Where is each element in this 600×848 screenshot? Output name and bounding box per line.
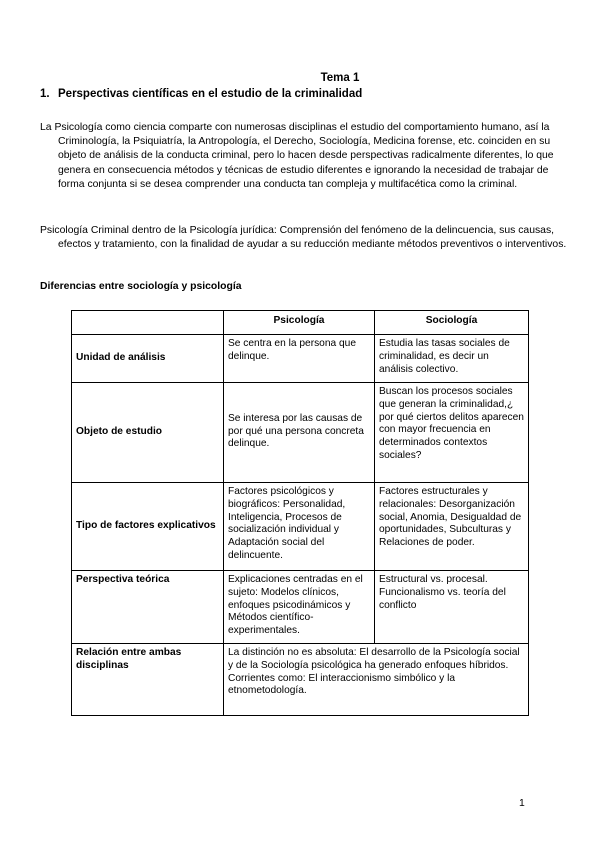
table-row: [72, 571, 529, 644]
row-label: Relación entre ambas disciplinas: [72, 644, 224, 716]
table-row: [72, 335, 529, 383]
merged-text-1: La distinción no es absoluta: El desarrollo de la Psicología social y de la Sociología psicológica ha generado enfoques híbridos.: [228, 647, 520, 671]
cell-psicologia: Se interesa por las causas de por qué una persona concreta delinque.: [224, 383, 375, 483]
row-label: Perspectiva teórica: [72, 571, 224, 644]
page-number: 1: [519, 798, 525, 809]
section-number: 1.: [40, 88, 50, 100]
intro-paragraph: La Psicología como ciencia comparte con numerosas disciplinas el estudio del comportamiento humano, así la Criminología, la Psiquiatría, la Antropología, el Derecho, Sociología, Medicina forense, etc. coinciden en su objeto de análisis de la conducta criminal, pero lo hacen desde perspectivas radicalmente diferentes, lo que genera en consecuencia métodos y técnicas de estudio diferentes e ignorando la necesidad de trabajar de forma conjunta si se desea comprender una conducta tan compleja y multifacética como la criminal.: [40, 122, 554, 190]
row-label: Objeto de estudio: [72, 383, 224, 483]
definition-paragraph: Psicología Criminal dentro de la Psicología jurídica: Comprensión del fenómeno de la delincuencia, sus causas, efectos y tratamiento, con la finalidad de ayudar a su reducción mediante métodos preventivos o interventivos.: [40, 225, 567, 251]
header-empty: [72, 311, 224, 335]
cell-sociologia: Buscan los procesos sociales que generan la criminalidad,¿ por qué ciertos delitos aparecen con mayor frecuencia en determinados contextos sociales?: [375, 383, 529, 483]
cell-sociologia: Estudia las tasas sociales de criminalidad, es decir un análisis colectivo.: [375, 335, 529, 383]
cell-psicologia: Se centra en la persona que delinque.: [224, 335, 375, 383]
section-heading-text: Perspectivas científicas en el estudio de la criminalidad: [58, 88, 363, 100]
merged-text-2: Corrientes como: El interaccionismo simbólico y la etnometodología.: [228, 672, 456, 697]
row-label: Unidad de análisis: [72, 335, 224, 383]
comparison-table: [71, 310, 529, 716]
table-row: [72, 644, 529, 716]
table-subheading: Diferencias entre sociología y psicología: [40, 281, 242, 292]
cell-psicologia: Factores psicológicos y biográficos: Personalidad, Inteligencia, Procesos de socialización individual y Adaptación social del delincuente.: [224, 483, 375, 571]
cell-sociologia: Factores estructurales y relacionales: Desorganización social, Anomia, Desigualdad de oportunidades, Subculturas y Relaciones de poder.: [375, 483, 529, 571]
cell-psicologia: Explicaciones centradas en el sujeto: Modelos clínicos, enfoques psicodinámicos y Métodos científico-experimentales.: [224, 571, 375, 644]
header-psicologia: Psicología: [224, 311, 375, 335]
page-title: Tema 1: [320, 72, 360, 84]
table-row: [72, 383, 529, 483]
cell-merged: [224, 644, 529, 716]
cell-sociologia: Estructural vs. procesal. Funcionalismo vs. teoría del conflicto: [375, 571, 529, 644]
row-label: Tipo de factores explicativos: [72, 483, 224, 571]
table-row: [72, 483, 529, 571]
table-header-row: [72, 311, 529, 335]
section-heading: [40, 88, 362, 100]
header-sociologia: Sociología: [375, 311, 529, 335]
